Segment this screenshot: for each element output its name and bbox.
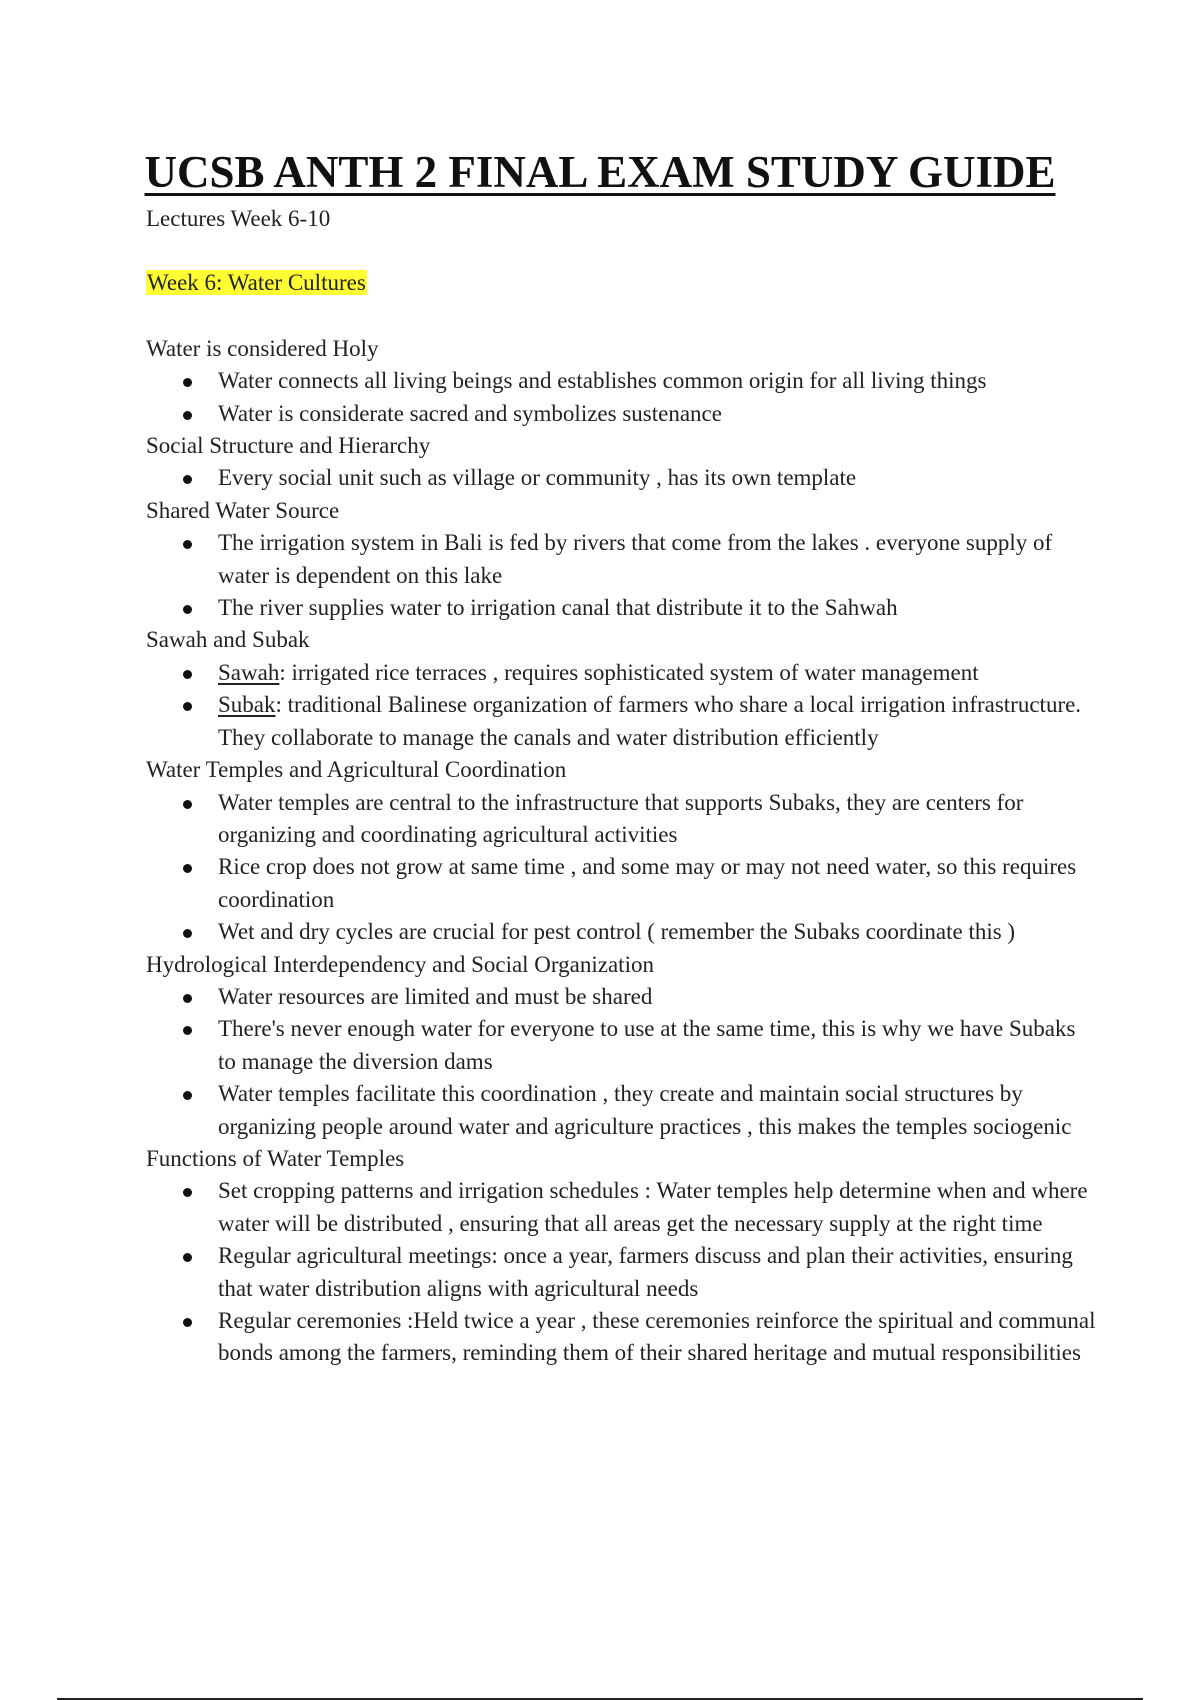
bullet-text: Set cropping patterns and irrigation schedules : Water temples help determine when and where water will be distributed , ensuring that all areas get the necessary supply at the right time bbox=[218, 1178, 1088, 1236]
bullet-dot-icon bbox=[183, 800, 192, 809]
bullet-item bbox=[146, 1013, 1096, 1078]
page-title-text: UCSB ANTH 2 FINAL EXAM STUDY GUIDE bbox=[144, 147, 1056, 197]
bullet-list bbox=[146, 527, 1096, 624]
week-heading bbox=[146, 267, 1096, 299]
bullet-text: Regular agricultural meetings: once a year, farmers discuss and plan their activities, ensuring that water distribution aligns with agricultural needs bbox=[218, 1243, 1073, 1301]
bullet-text: The river supplies water to irrigation canal that distribute it to the Sahwah bbox=[218, 595, 898, 621]
bullet-item bbox=[146, 689, 1096, 754]
bullet-item bbox=[146, 527, 1096, 592]
bullet-item bbox=[146, 398, 1096, 430]
sections-container bbox=[146, 333, 1096, 1370]
bullet-dot-icon bbox=[183, 702, 192, 711]
bullet-list bbox=[146, 462, 1096, 494]
bullet-dot-icon bbox=[183, 1318, 192, 1327]
bullet-item bbox=[146, 1175, 1096, 1240]
bullet-dot-icon bbox=[183, 994, 192, 1003]
bullet-dot-icon bbox=[183, 540, 192, 549]
bullet-text: Every social unit such as village or community , has its own template bbox=[218, 465, 857, 491]
bullet-dot-icon bbox=[183, 378, 192, 387]
bullet-dot-icon bbox=[183, 864, 192, 873]
bullet-text: Water is considerate sacred and symbolizes sustenance bbox=[218, 400, 722, 426]
bullet-list bbox=[146, 1175, 1096, 1369]
bullet-dot-icon bbox=[183, 605, 192, 614]
section-title: Water is considered Holy bbox=[146, 335, 379, 361]
bullet-dot-icon bbox=[183, 411, 192, 420]
page-title bbox=[0, 146, 1200, 198]
bullet-text: Regular ceremonies :Held twice a year , these ceremonies reinforce the spiritual and communal bonds among the farmers, reminding them of their shared heritage and mutual responsibilities bbox=[218, 1308, 1096, 1366]
bullet-text: Water temples are central to the infrastructure that supports Subaks, they are centers for organizing and coordinating agricultural activities bbox=[218, 789, 1024, 847]
section-title: Social Structure and Hierarchy bbox=[146, 433, 431, 459]
bullet-item bbox=[146, 592, 1096, 624]
section-title: Functions of Water Temples bbox=[146, 1145, 405, 1171]
document-body bbox=[146, 203, 1096, 1370]
section-title: Hydrological Interdependency and Social Organization bbox=[146, 951, 654, 977]
bullet-text: Water connects all living beings and establishes common origin for all living things bbox=[218, 368, 987, 394]
bullet-text: Rice crop does not grow at same time , and some may or may not need water, so this requires coordination bbox=[218, 854, 1077, 912]
bullet-item bbox=[146, 981, 1096, 1013]
bullet-dot-icon bbox=[183, 670, 192, 679]
section-title: Sawah and Subak bbox=[146, 627, 310, 653]
bullet-text: The irrigation system in Bali is fed by rivers that come from the lakes . everyone supply of water is dependent on this lake bbox=[218, 530, 1053, 588]
bullet-item bbox=[146, 657, 1096, 689]
bullet-item bbox=[146, 462, 1096, 494]
bullet-text: There's never enough water for everyone to use at the same time, this is why we have Subaks to manage the diversion dams bbox=[218, 1016, 1076, 1074]
bullet-text: Wet and dry cycles are crucial for pest control ( remember the Subaks coordinate this ) bbox=[218, 919, 1016, 945]
bullet-item bbox=[146, 787, 1096, 852]
bullet-text: Water resources are limited and must be shared bbox=[218, 983, 653, 1009]
bullet-dot-icon bbox=[183, 1188, 192, 1197]
bullet-dot-icon bbox=[183, 1026, 192, 1035]
bullet-list bbox=[146, 787, 1096, 949]
bullet-item bbox=[146, 365, 1096, 397]
term-label: Sawah bbox=[218, 659, 280, 685]
bullet-text: Water temples facilitate this coordination , they create and maintain social structures by organizing people around water and agriculture practices , this makes the temples sociogenic bbox=[218, 1081, 1072, 1139]
bullet-list bbox=[146, 365, 1096, 430]
term-label: Subak bbox=[218, 692, 276, 718]
bullet-item bbox=[146, 1078, 1096, 1143]
bullet-item bbox=[146, 1305, 1096, 1370]
bullet-list bbox=[146, 981, 1096, 1143]
week-heading-highlight: Week 6: Water Cultures bbox=[147, 270, 366, 296]
bullet-text: : traditional Balinese organization of farmers who share a local irrigation infrastructure. They collaborate to manage the canals and water distribution efficiently bbox=[218, 692, 1082, 750]
bullet-item bbox=[146, 916, 1096, 948]
bullet-item bbox=[146, 1240, 1096, 1305]
bullet-text: : irrigated rice terraces , requires sophisticated system of water management bbox=[279, 659, 979, 685]
bullet-item bbox=[146, 851, 1096, 916]
bullet-dot-icon bbox=[183, 1253, 192, 1262]
subtitle: Lectures Week 6-10 bbox=[146, 206, 331, 231]
bullet-dot-icon bbox=[183, 1091, 192, 1100]
bullet-dot-icon bbox=[183, 929, 192, 938]
section-title: Water Temples and Agricultural Coordination bbox=[146, 757, 567, 783]
bullet-dot-icon bbox=[183, 475, 192, 484]
section-title: Shared Water Source bbox=[146, 497, 340, 523]
bullet-list bbox=[146, 657, 1096, 754]
